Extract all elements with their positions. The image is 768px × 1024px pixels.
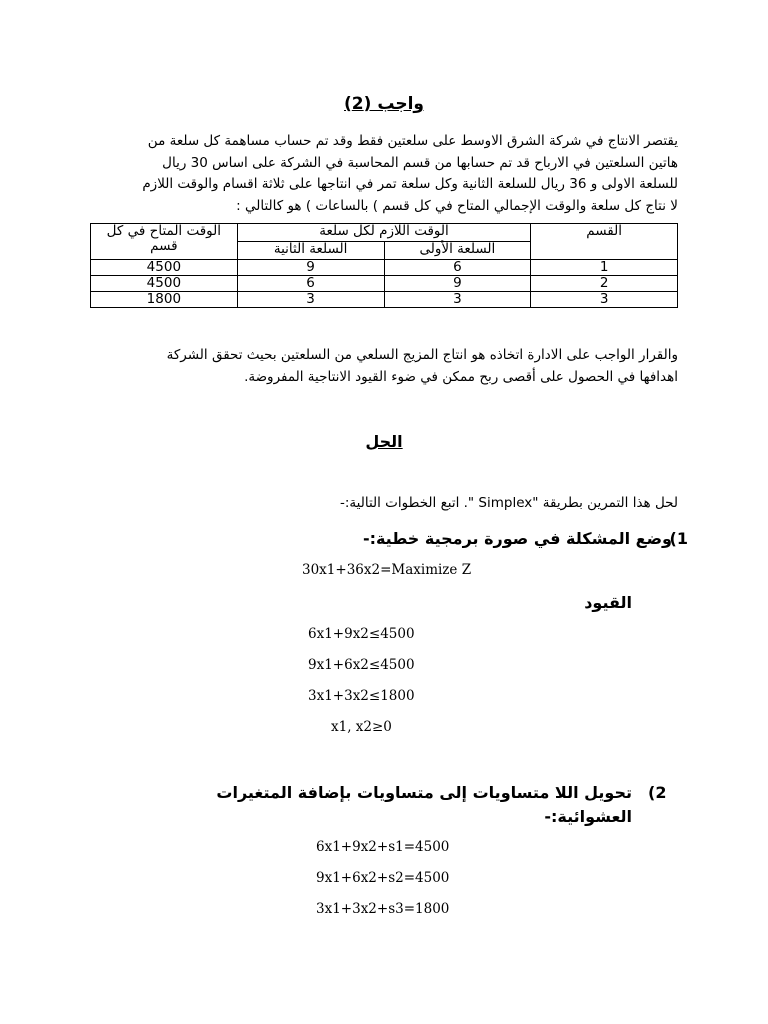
constraint-equation: 6x1+9x2≤4500	[308, 626, 415, 642]
intro-line: هاتين السلعتين في الارباح قد تم حسابها من قسم المحاسبة في الشركة على اساس 30 ريال	[162, 154, 678, 171]
step2-title-line: تحويل اللا متساويات إلى متساويات بإضافة المتغيرات	[216, 783, 632, 802]
intro-line: لا نتاج كل سلعة والوقت الإجمالي المتاح في كل قسم ) بالساعات ) هو كالتالي :	[236, 197, 678, 214]
cell-first-good: 6	[384, 260, 531, 276]
cell-department: 3	[531, 292, 678, 308]
cell-second-good: 9	[237, 260, 384, 276]
cell-first-good: 9	[384, 276, 531, 292]
cell-available: 1800	[91, 292, 238, 308]
decision-line: اهدافها في الحصول على أقصى ربح ممكن في ضوء القيود الانتاجية المفروضة.	[244, 368, 678, 385]
objective-function: 30x1+36x2=Maximize Z	[302, 562, 472, 578]
cell-department: 1	[531, 260, 678, 276]
header-second-good: السلعة الثانية	[237, 242, 384, 260]
production-table	[90, 223, 678, 308]
page-title: واجب (2)	[344, 94, 424, 114]
table-row	[91, 276, 678, 292]
cell-first-good: 3	[384, 292, 531, 308]
decision-line: والقرار الواجب على الادارة اتخاذه هو انتاج المزيج السلعي من السلعتين بحيث تحقق الشركة	[166, 347, 678, 363]
cell-second-good: 3	[237, 292, 384, 308]
cell-available: 4500	[91, 260, 238, 276]
step1-title: وضع المشكلة في صورة برمجية خطية:-	[362, 529, 672, 548]
constraint-equation: 3x1+3x2≤1800	[308, 688, 415, 704]
header-department: القسم	[531, 224, 678, 260]
table-row	[91, 260, 678, 276]
header-required-time: الوقت اللازم لكل سلعة	[237, 224, 531, 242]
solution-title: الحل	[365, 432, 403, 451]
header-first-good: السلعة الأولى	[384, 242, 531, 260]
cell-department: 2	[531, 276, 678, 292]
intro-paragraph	[92, 131, 678, 217]
step2-title-line: العشوائية:-	[544, 807, 632, 826]
slack-equation: 9x1+6x2+s2=4500	[316, 870, 450, 886]
header-available-time: الوقت المتاح في كل قسم	[91, 224, 238, 260]
solution-intro: لحل هذا التمرين بطريقة "Simplex ". اتبع الخطوات التالية:-	[340, 495, 678, 511]
table-row	[91, 292, 678, 308]
intro-line: للسلعة الاولى و 36 ريال للسلعة الثانية وكل سلعة تمر في انتاجها على ثلاثة اقسام والوقت اللازم	[142, 176, 678, 192]
constraints-title: القيود	[584, 593, 632, 612]
step1-number: (1	[669, 529, 688, 548]
nonnegativity-constraint: x1, x2≥0	[331, 719, 392, 735]
intro-line: يقتصر الانتاج في شركة الشرق الاوسط على سلعتين فقط وقد تم حساب مساهمة كل سلعة من	[147, 133, 678, 149]
constraint-equation: 9x1+6x2≤4500	[308, 657, 415, 673]
step2-number: (2	[648, 783, 667, 802]
decision-paragraph	[92, 345, 678, 388]
cell-available: 4500	[91, 276, 238, 292]
step2-title	[172, 781, 632, 829]
cell-second-good: 6	[237, 276, 384, 292]
slack-equation: 6x1+9x2+s1=4500	[316, 839, 450, 855]
slack-equation: 3x1+3x2+s3=1800	[316, 901, 450, 917]
